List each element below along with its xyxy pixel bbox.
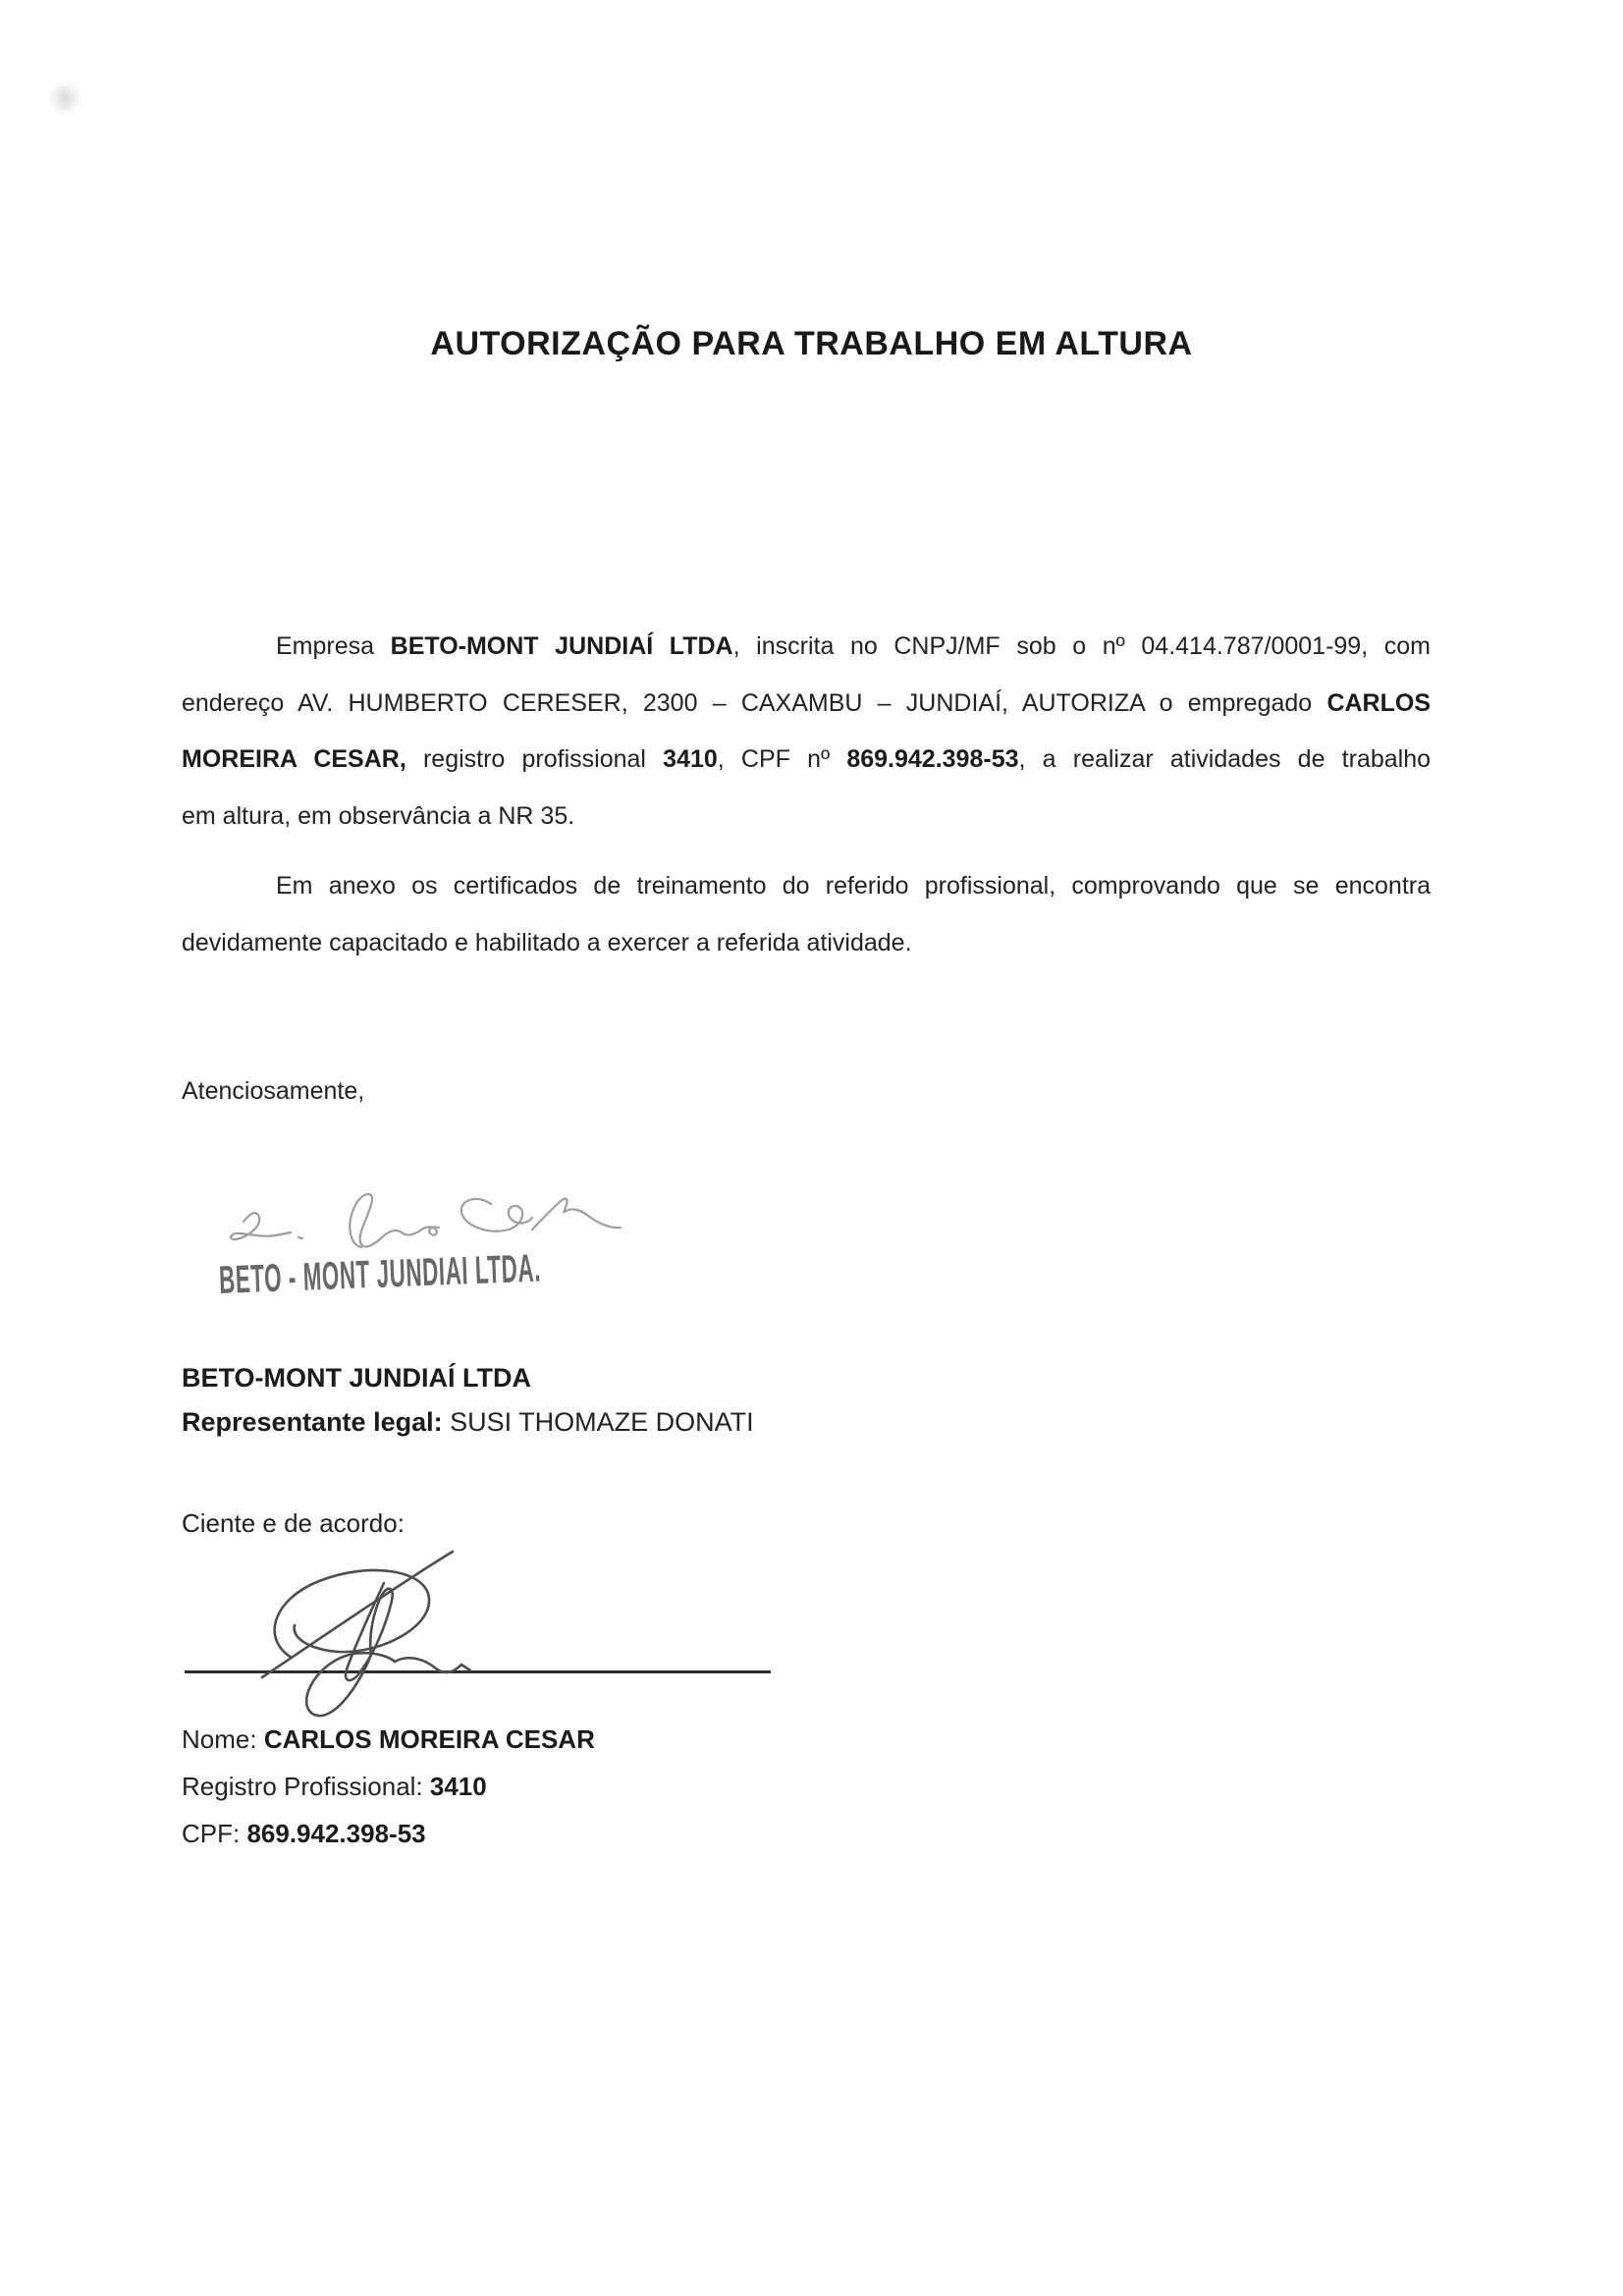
signee-registration-line: Registro Profissional: 3410 xyxy=(182,1772,487,1801)
representative-signature xyxy=(214,1178,626,1257)
paragraph-line: endereço AV. HUMBERTO CERESER, 2300 – CAXAMBU – JUNDIAÍ, AUTORIZA o empregado CARLOS xyxy=(182,688,1431,717)
employee-signature xyxy=(182,1544,574,1740)
company-name: BETO-MONT JUNDIAÍ LTDA xyxy=(182,1363,531,1393)
paragraph-line: Em anexo os certificados de treinamento do referido profissional, comprovando que se encontra xyxy=(276,872,1431,900)
agreement-label: Ciente e de acordo: xyxy=(182,1508,405,1538)
paragraph-line: Empresa BETO-MONT JUNDIAÍ LTDA, inscrita no CNPJ/MF sob o nº 04.414.787/0001-99, com xyxy=(276,632,1431,660)
scan-artifact-smudge xyxy=(47,81,82,116)
authorization-paragraph xyxy=(182,619,1431,845)
signee-cpf-line: CPF: 869.942.398-53 xyxy=(182,1819,426,1848)
company-signature-block xyxy=(182,1356,754,1445)
attachments-paragraph xyxy=(182,858,1431,971)
paragraph-line: devidamente capacitado e habilitado a exercer a referida atividade. xyxy=(182,928,912,957)
paragraph-line: MOREIRA CESAR, registro profissional 3410, CPF nº 869.942.398-53, a realizar atividades de trabalho xyxy=(182,745,1432,774)
closing-salutation: Atenciosamente, xyxy=(182,1077,365,1105)
legal-representative-line: Representante legal: SUSI THOMAZE DONATI xyxy=(182,1407,754,1437)
document-title: AUTORIZAÇÃO PARA TRABALHO EM ALTURA xyxy=(430,325,1193,362)
signee-block xyxy=(182,1716,595,1857)
company-stamp: BETO - MONT JUNDIAI LTDA. xyxy=(218,1246,542,1303)
paragraph-line: em altura, em observância a NR 35. xyxy=(182,801,575,830)
signee-name-line: Nome: CARLOS MOREIRA CESAR xyxy=(182,1724,595,1754)
